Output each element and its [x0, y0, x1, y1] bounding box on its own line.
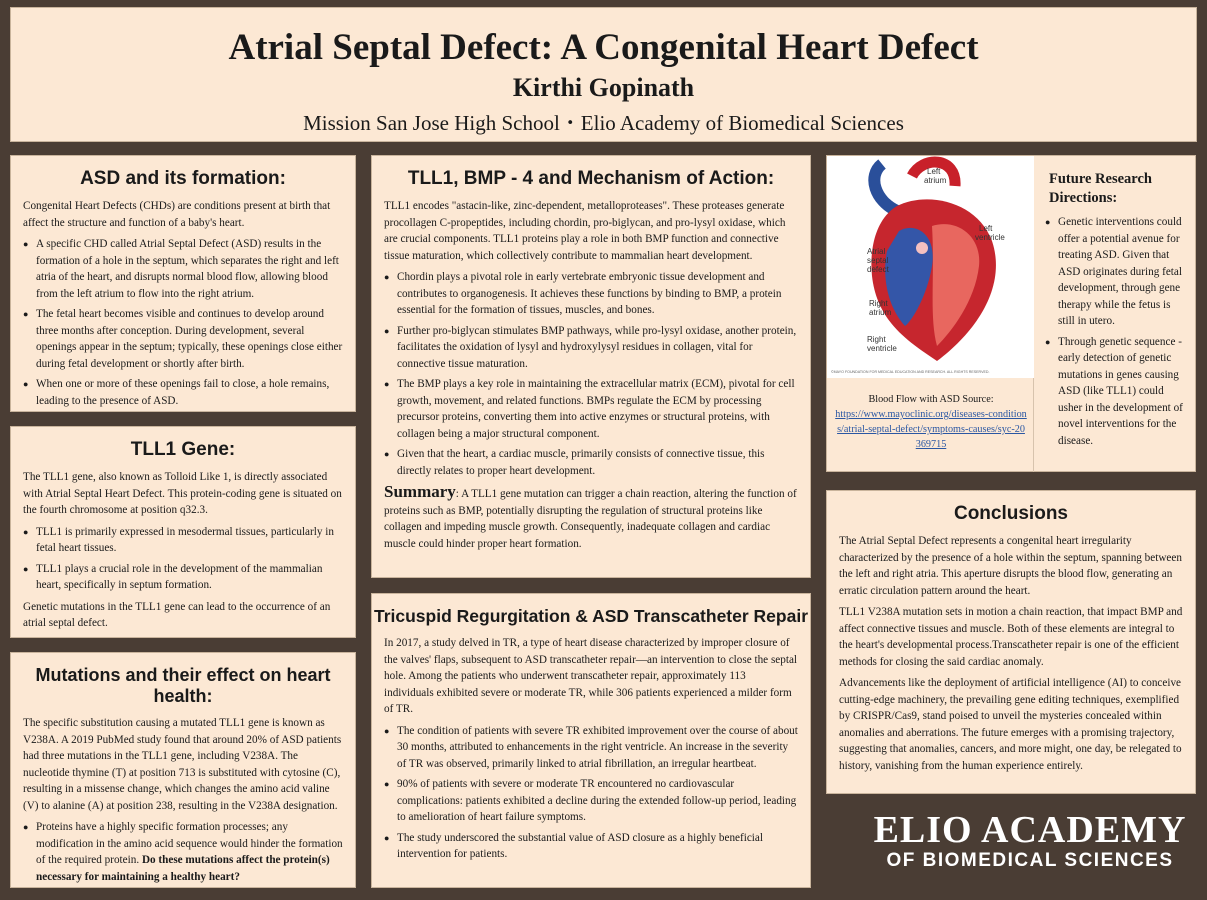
list-item: ● The BMP plays a key role in maintaining the extracellular matrix (ECM), pivotal for cell growth, movement, and related functions. BMPs regulate the ECM by processing precursor proteins, converting them into active enzymes or structural proteins, with collagen being a major structural component. [384, 376, 798, 442]
asd-intro: Congenital Heart Defects (CHDs) are conditions present at birth that affect the structure and function of a baby's heart. [23, 200, 331, 229]
label-left-atrium: Left [927, 167, 941, 176]
mutations-bullet-text: Proteins have a highly specific formation processes; any modification in the amino acid sequence would hinder the formation of the required protein. [36, 821, 343, 866]
label-left-atrium-2: atrium [924, 176, 947, 185]
figure-area [827, 156, 1034, 472]
heart-illustration [827, 156, 1034, 378]
affiliation: Mission San Jose High School・Elio Academy of Biomedical Sciences [303, 111, 904, 135]
list-item: ● 90% of patients with severe or moderate TR encountered no cardiovascular complications: patients exhibited a decline during the extended follow-up period, leading to amelioration of heart failure symptoms. [384, 776, 798, 826]
poster-title: Atrial Septal Defect: A Congenital Heart Defect [228, 27, 979, 68]
list-item: ● Given that the heart, a cardiac muscle, primarily consists of connective tissue, this directly relates to proper heart development. [384, 446, 798, 479]
list-item: ● TLL1 plays a crucial role in the development of the mammalian heart, specifically in septum formation. [23, 561, 343, 594]
label-asd-2: septal [867, 256, 889, 265]
label-asd: Atrial [867, 247, 886, 256]
tll1-bullets [23, 524, 343, 594]
label-right-ventricle-2: ventricle [867, 344, 897, 353]
tll1-outro: Genetic mutations in the TLL1 gene can lead to the occurrence of an atrial septal defect. [23, 600, 331, 629]
summary-label: Summary [384, 482, 456, 501]
logo-line-1: ELIO ACADEMY [873, 809, 1187, 851]
mutations-bullets [23, 819, 343, 885]
elio-academy-logo [860, 808, 1200, 872]
label-right-atrium: Right [869, 299, 888, 308]
conclusion-paragraph: TLL1 V238A mutation sets in motion a chain reaction, that impact BMP and affect connective tissues and muscle. Both of these elements are integral to the heart's developmental process.Transcatheter repair is one of the efficient methods for closing the said cardiac anomaly. [839, 606, 1183, 668]
list-item [23, 819, 343, 885]
tricuspid-panel [371, 593, 811, 888]
list-item: ● When one or more of these openings fail to close, a hole remains, leading to the presence of ASD. [23, 376, 343, 409]
asd-heading: ASD and its formation: [80, 168, 286, 189]
tll1-intro: The TLL1 gene, also known as Tolloid Like 1, is directly associated with Atrial Septal Heart Defect. This protein-coding gene is situated on the fourth chromosome at position q32.3. [23, 471, 342, 516]
list-item: ● The fetal heart becomes visible and continues to develop around three months after conception. During development, several openings appear in the septum; typically, these openings close either during fetal development or shortly after birth. [23, 306, 343, 372]
list-item: ● A specific CHD called Atrial Septal Defect (ASD) results in the formation of a hole in the septum, which separates the right and left atria of the heart, and disrupts normal blood flow, allowing blood from the left atrium to flow into the right atrium. [23, 236, 343, 302]
tll1-heading: TLL1 Gene: [130, 439, 236, 460]
mechanism-heading: TLL1, BMP - 4 and Mechanism of Action: [407, 168, 775, 189]
vena-cava-shape [874, 164, 897, 211]
future-bullets [1045, 214, 1187, 449]
figure-future-panel [826, 155, 1196, 472]
figure-caption [835, 392, 1027, 452]
summary-text: : A TLL1 gene mutation can trigger a chain reaction, altering the function of proteins such as BMP, potentially disrupting the regulation of structural proteins like collagen and impeding muscle growth. Consequently, inadequate collagen and cardiac muscle could hinder proper heart formation. [384, 488, 797, 550]
mechanism-panel [371, 155, 811, 578]
tricuspid-intro: In 2017, a study delved in TR, a type of heart disease characterized by improper closure of the valves' flaps, subsequent to ASD transcatheter repair—an intervention to close the septal hole. Among the patients who underwent transcatheter repair, approximately 113 individuals exhibited severe or moderate TR, while 306 patients experienced a milder form of TR. [384, 637, 798, 715]
source-link[interactable]: https://www.mayoclinic.org/diseases-conditions/atrial-septal-defect/symptoms-causes/syc-20369715 [835, 409, 1027, 450]
asd-bullets [23, 236, 343, 409]
mutations-heading: Mutations and their effect on heart health: [35, 665, 331, 706]
list-item: ● Through genetic sequence - early detection of genetic mutations in genes causing ASD (like TLL1) could usher in the development of novel interventions for the disease. [1045, 334, 1187, 450]
tricuspid-heading: Tricuspid Regurgitation & ASD Transcatheter Repair [373, 606, 809, 626]
mechanism-intro: TLL1 encodes "astacin-like, zinc-dependent, metalloproteases". These proteases generate procollagen C-propeptides, including chordin, pro-biglycan, and pro-lysyl oxidase, which are crucial components. TLL1 proteins play a role in both BMP function and connective tissue maturation, which collectively contribute to mammalian heart development. [384, 200, 786, 262]
label-left-ventricle-2: ventricle [975, 233, 1005, 242]
tricuspid-bullets [384, 723, 798, 863]
future-heading: Future Research Directions: [1049, 171, 1152, 206]
heart-diagram [827, 156, 1034, 378]
logo-line-2: OF BIOMEDICAL SCIENCES [886, 850, 1174, 871]
label-right-ventricle: Right [867, 335, 886, 344]
list-item: ● The condition of patients with severe TR exhibited improvement over the course of about 30 months, attributed to enhancements in the right ventricle. An increase in the severity of TR was observed, primarily linked to atrial fibrillation, an irregular heartbeat. [384, 723, 798, 773]
label-asd-3: defect [867, 265, 889, 274]
list-item: ● Further pro-biglycan stimulates BMP pathways, while pro-lysyl oxidase, another protein, facilitates the oxidation of lysyl and hydroxylysyl residues in collagen, vital for connective tissue maturation. [384, 323, 798, 373]
label-right-atrium-2: atrium [869, 308, 892, 317]
mutations-question: Do these mutations affect the protein(s) necessary for maintaining a healthy heart? [36, 854, 330, 883]
label-left-ventricle: Left [979, 224, 993, 233]
list-item: ● Chordin plays a pivotal role in early vertebrate embryonic tissue development and contributes to organogenesis. It achieves these functions by binding to BMP, a protein essential for the formation of tissues, muscles, and bones. [384, 269, 798, 319]
conclusion-paragraph: Advancements like the deployment of artificial intelligence (AI) to conceive cutting-edge machinery, the prevailing gene editing techniques, exemplified by CRISPR/Cas9, stand poised to unveil the mysteries concealed within anomalies and aberrations. The future emerges with a promising trajectory, suggesting that anomalies, cancers, and more might, one day, be relegated to history, vanishing from the human experience entirely. [839, 677, 1182, 772]
caption-text: Blood Flow with ASD Source: [868, 394, 994, 405]
mutations-intro: The specific substitution causing a mutated TLL1 gene is known as V238A. A 2019 PubMed study found that around 20% of ASD patients had three mutations in the TLL1 gene, including V238A. The nucleotide thymine (T) at position 713 is substituted with cytosine (C), resulting in a missense change, which changes the amino acid valine (V) to alanine (A) at position 238, resulting in the V238A designation. [23, 717, 342, 812]
list-item: ● TLL1 is primarily expressed in mesodermal tissues, particularly in fetal heart tissues. [23, 524, 343, 557]
author-name: Kirthi Gopinath [512, 73, 695, 102]
poster-header [10, 7, 1197, 142]
conclusions-heading: Conclusions [953, 503, 1068, 524]
mechanism-bullets [384, 269, 798, 479]
tll1-panel [10, 426, 356, 638]
future-research [1037, 156, 1195, 454]
figure-copyright: ©MAYO FOUNDATION FOR MEDICAL EDUCATION AND RESEARCH. ALL RIGHTS RESERVED. [831, 370, 990, 374]
septal-hole-shape [916, 242, 928, 254]
asd-panel [10, 155, 356, 412]
conclusions-panel [826, 490, 1196, 794]
mutations-panel [10, 652, 356, 888]
conclusion-paragraph: The Atrial Septal Defect represents a congenital heart irregularity characterized by the presence of a hole within the septum, spanning between the left and right atria. This aperture disrupts the blood flow, generating an erratic circulation pattern around the heart. [839, 535, 1182, 597]
list-item: ● The study underscored the substantial value of ASD closure as a highly beneficial intervention for patients. [384, 830, 798, 863]
list-item: ● Genetic interventions could offer a potential avenue for treating ASD. Given that ASD originates during fetal development, through gene therapy while the fetus is still in utero. [1045, 214, 1187, 330]
summary [384, 484, 798, 552]
